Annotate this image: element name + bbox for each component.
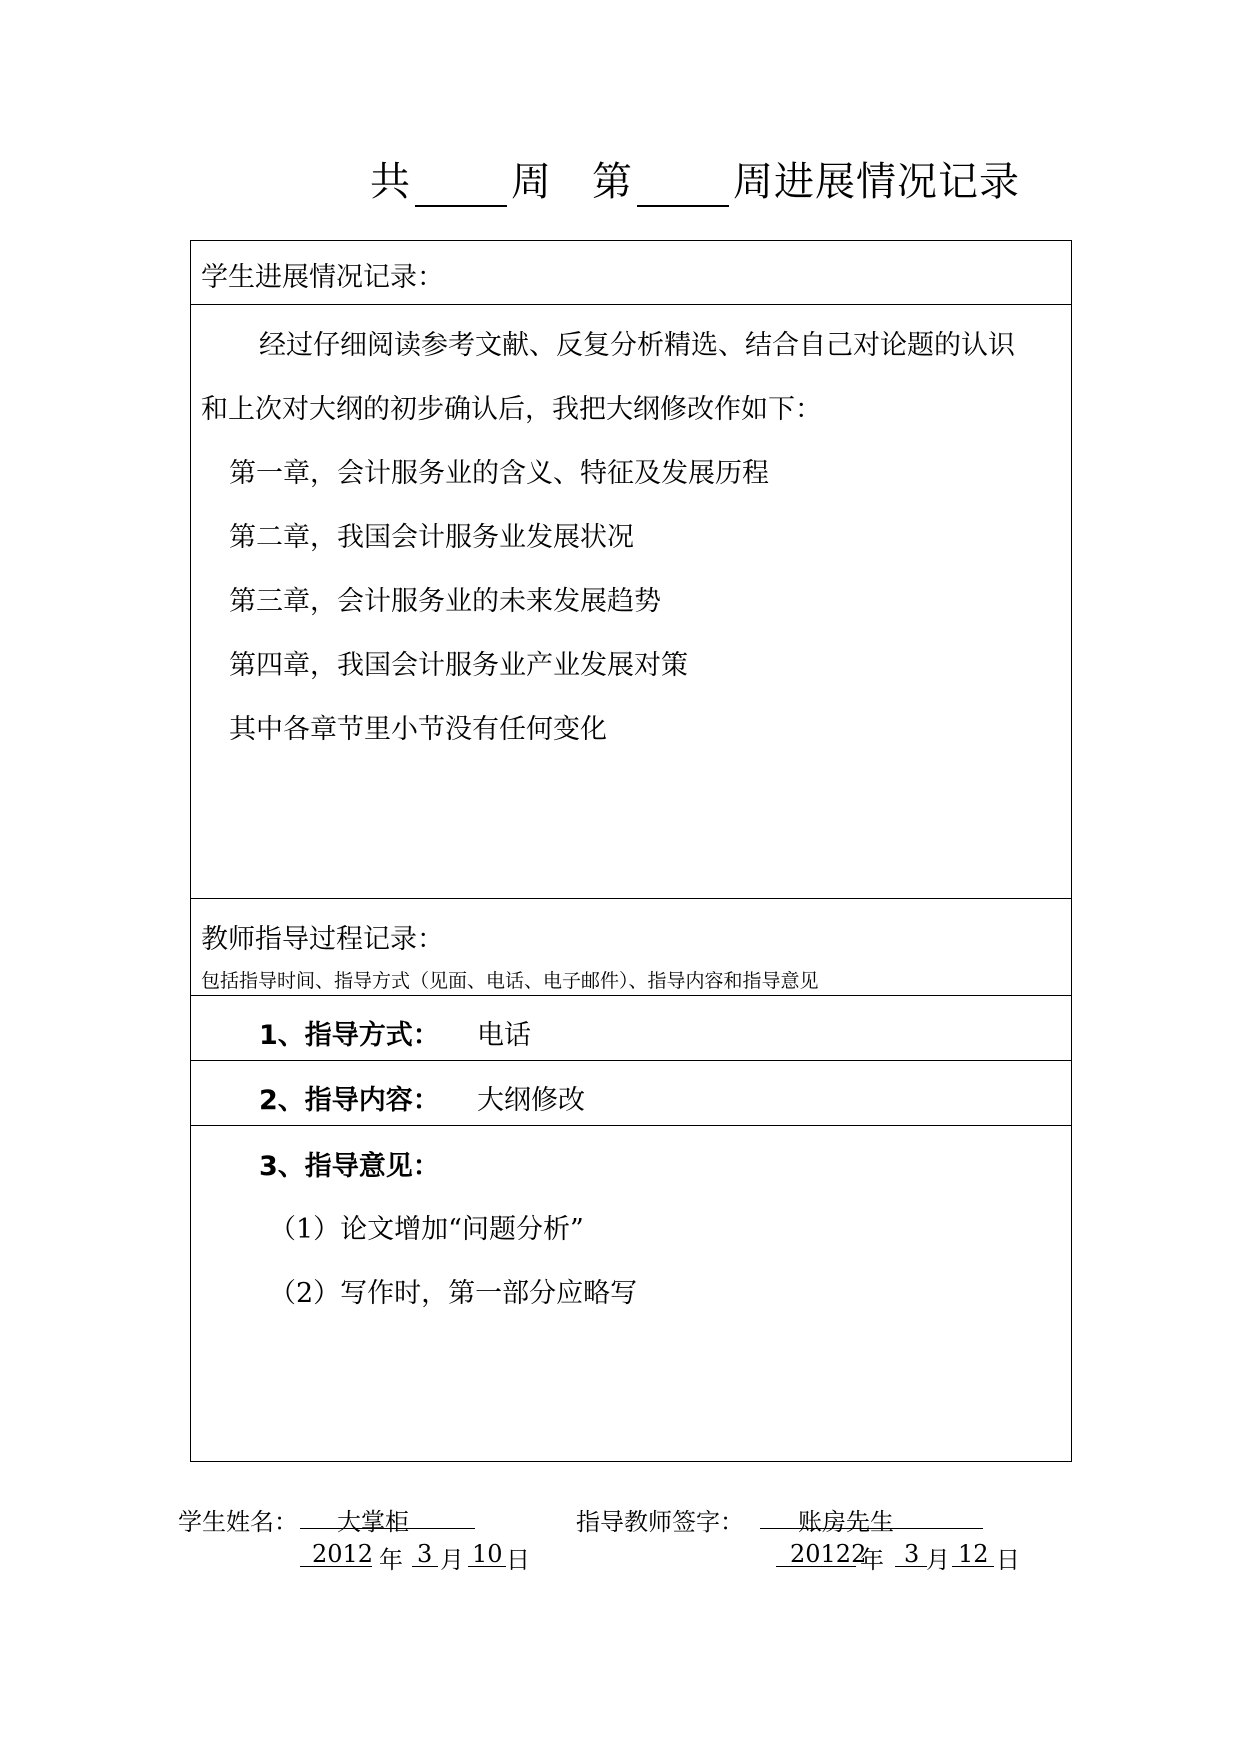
chapter-line: 第一章，会计服务业的含义、特征及发展历程 — [229, 458, 769, 489]
guidance-method-label: 1、指导方式： — [259, 1020, 440, 1051]
month-unit: 月 — [926, 1546, 950, 1574]
page-title — [370, 150, 1020, 207]
current-week-blank — [637, 165, 729, 207]
guidance-opinion-label: 3、指导意见： — [259, 1151, 440, 1182]
divider — [191, 995, 1071, 996]
chapter-line: 第三章，会计服务业的未来发展趋势 — [229, 586, 661, 617]
opinion-item: （1）论文增加“问题分析” — [269, 1214, 584, 1245]
student-section-heading: 学生进展情况记录： — [201, 262, 444, 293]
teacher-section-note: 包括指导时间、指导方式（见面、电话、电子邮件）、指导内容和指导意见 — [201, 970, 819, 992]
guidance-content-label: 2、指导内容： — [259, 1085, 440, 1116]
divider — [191, 304, 1071, 305]
title-prefix: 共 — [370, 159, 411, 205]
teacher-section-heading: 教师指导过程记录： — [201, 924, 444, 955]
opinion-item: （2）写作时，第一部分应略写 — [269, 1278, 638, 1309]
guidance-method-value: 电话 — [477, 1020, 531, 1051]
divider — [191, 898, 1071, 899]
chapter-line: 第四章，我国会计服务业产业发展对策 — [229, 650, 688, 681]
year-unit: 年 — [379, 1546, 403, 1574]
total-weeks-blank — [415, 165, 507, 207]
chapter-line: 第二章，我国会计服务业发展状况 — [229, 522, 634, 553]
year-unit: 年 — [860, 1546, 884, 1574]
divider — [191, 1060, 1071, 1061]
student-date-year: 2012 — [312, 1540, 374, 1568]
title-week-label: 周 — [511, 159, 552, 205]
day-unit: 日 — [996, 1546, 1020, 1574]
student-paragraph-line1: 经过仔细阅读参考文献、反复分析精选、结合自己对论题的认识 — [259, 330, 1015, 361]
title-suffix: 周进展情况记录 — [733, 159, 1020, 205]
title-ordinal: 第 — [592, 159, 633, 205]
student-date-day: 10 — [472, 1540, 503, 1568]
student-name: 大掌柜 — [337, 1508, 409, 1536]
teacher-date-year: 20122 — [790, 1540, 867, 1568]
month-unit: 月 — [440, 1546, 464, 1574]
chapter-note: 其中各章节里小节没有任何变化 — [229, 714, 607, 745]
student-date-month: 3 — [417, 1540, 433, 1568]
teacher-date-day: 12 — [958, 1540, 989, 1568]
day-unit: 日 — [506, 1546, 530, 1574]
student-paragraph-line2: 和上次对大纲的初步确认后，我把大纲修改作如下： — [201, 394, 822, 425]
guidance-content-value: 大纲修改 — [477, 1085, 585, 1116]
record-table — [190, 240, 1072, 1462]
teacher-sign-label: 指导教师签字： — [576, 1508, 744, 1536]
student-name-label: 学生姓名： — [178, 1508, 298, 1536]
teacher-signature: 账房先生 — [798, 1508, 894, 1536]
teacher-date-month: 3 — [904, 1540, 920, 1568]
divider — [191, 1125, 1071, 1126]
